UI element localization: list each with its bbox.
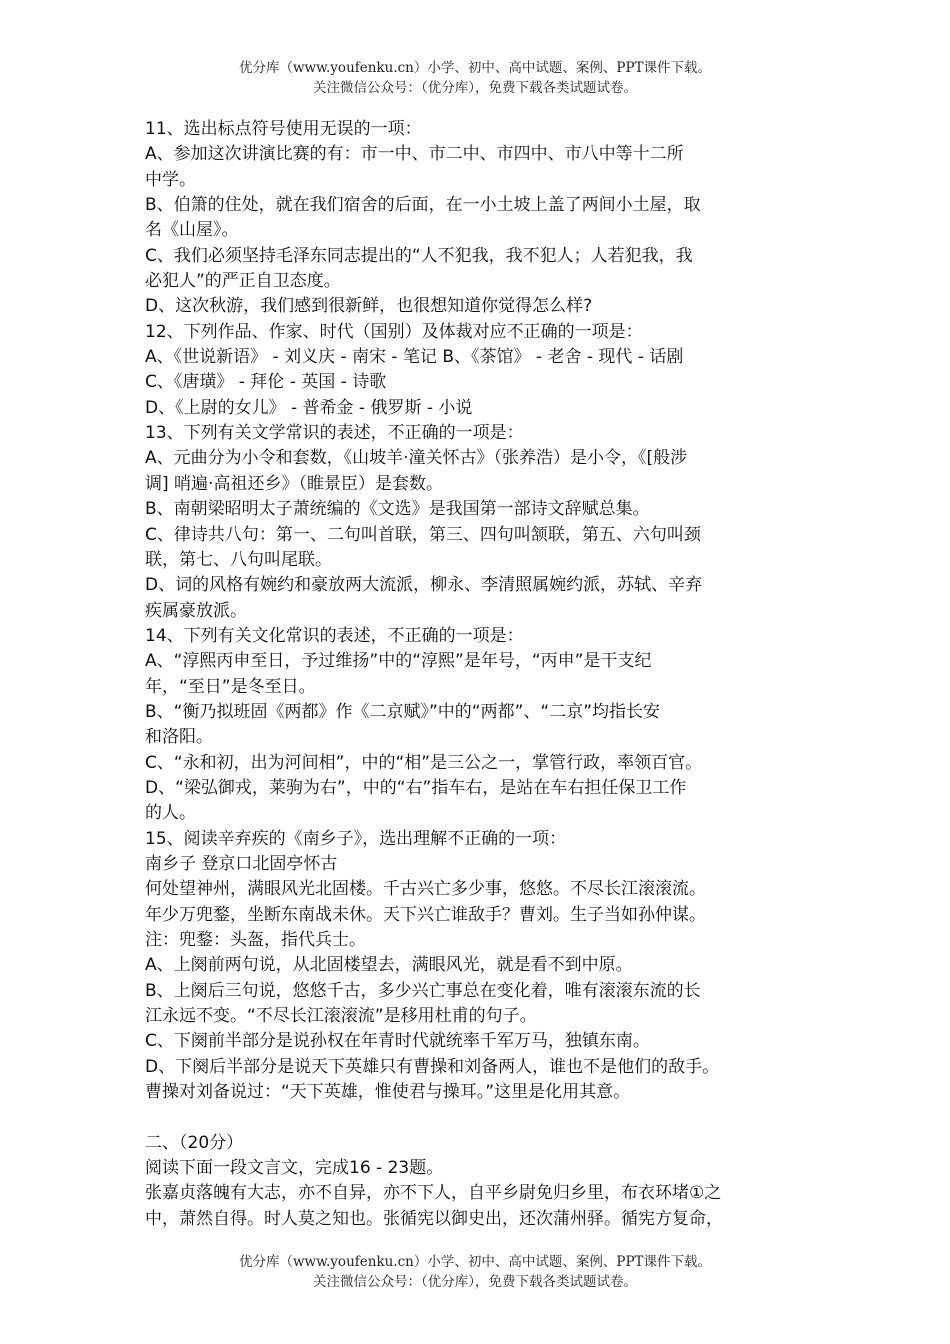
header-line-1: 优分库（www.youfenku.cn）小学、初中、高中试题、案例、PPT课件下载。 xyxy=(238,60,712,76)
text-line: 名《山屋》。 xyxy=(145,220,239,241)
text-line: 中学。 xyxy=(145,169,196,190)
text-line: B、上阕后三句说，悠悠千古，多少兴亡事总在变化着，唯有滚滚东流的长 xyxy=(145,980,701,1001)
page-footer xyxy=(0,1252,950,1292)
text-line: A、参加这次讲演比赛的有：市一中、市二中、市四中、市八中等十二所 xyxy=(145,144,684,165)
text-line: 张嘉贞落魄有大志，亦不自异，亦不下人，自平乡尉免归乡里，布衣环堵①之 xyxy=(145,1183,722,1204)
text-line: D、“梁弘御戎，莱驹为右”，中的“右”指车右，是站在车右担任保卫工作 xyxy=(145,777,687,798)
document-body xyxy=(145,117,815,1232)
text-line: 二、（20分） xyxy=(145,1132,244,1153)
text-line: B、“衡乃拟班固《两都》作《二京赋》”中的“两都”、“二京”均指长安 xyxy=(145,701,661,722)
text-line: 注：兜鍪：头盔，指代兵士。 xyxy=(145,930,366,950)
text-line: A、“淳熙丙申至日，予过维扬”中的“淳熙”是年号，“丙申”是干支纪 xyxy=(145,651,652,672)
text-line: 必犯人”的严正自卫态度。 xyxy=(145,271,341,292)
text-line: 15、阅读辛弃疾的《南乡子》，选出理解不正确的一项： xyxy=(145,828,567,849)
text-line: 年，“至日”是冬至日。 xyxy=(145,676,316,697)
text-line: C、我们必须坚持毛泽东同志提出的“人不犯我，我不犯人；人若犯我，我 xyxy=(145,245,693,266)
blank-line xyxy=(145,1105,815,1130)
text-line: 和洛阳。 xyxy=(145,727,213,748)
text-line: C、《唐璜》 - 拜伦 - 英国 - 诗歌 xyxy=(145,372,387,393)
text-line: A、上阕前两句说，从北固楼望去，满眼风光，就是看不到中原。 xyxy=(145,955,633,976)
text-line: 14、下列有关文化常识的表述，不正确的一项是： xyxy=(145,625,524,646)
text-line: C、律诗共八句：第一、二句叫首联，第三、四句叫颔联，第五、六句叫颈 xyxy=(145,524,701,545)
text-line: D、这次秋游，我们感到很新鲜，也很想知道你觉得怎么样? xyxy=(145,296,593,317)
footer-line-2: 关注微信公众号：（优分库），免费下载各类试题试卷。 xyxy=(313,1274,637,1290)
text-line: 阅读下面一段文言文，完成16 - 23题。 xyxy=(145,1158,444,1179)
text-line: 联，第七、八句叫尾联。 xyxy=(145,549,332,570)
text-line: 曹操对刘备说过：“天下英雄，惟使君与操耳。”这里是化用其意。 xyxy=(145,1082,631,1103)
text-line: 疾属豪放派。 xyxy=(145,600,247,621)
text-line: C、“永和初，出为河间相”，中的“相”是三公之一，掌管行政，率领百官。 xyxy=(145,752,703,773)
text-line: 中，萧然自得。时人莫之知也。张循宪以御史出，还次蒲州驿。循宪方复命， xyxy=(145,1208,723,1229)
text-line: 12、下列作品、作家、时代（国别）及体裁对应不正确的一项是： xyxy=(145,321,643,342)
text-line: D、《上尉的女儿》 - 普希金 - 俄罗斯 - 小说 xyxy=(145,397,473,418)
header-line-2: 关注微信公众号：（优分库），免费下载各类试题试卷。 xyxy=(313,80,637,96)
text-line: 调] 哨遍·高祖还乡》（睢景臣）是套数。 xyxy=(145,473,443,494)
text-line: 年少万兜鍪，坐断东南战未休。天下兴亡谁敌手？曹刘。生子当如孙仲谋。 xyxy=(145,904,706,925)
text-line: 13、下列有关文学常识的表述，不正确的一项是： xyxy=(145,423,524,444)
text-line: B、伯箫的住处，就在我们宿舍的后面，在一小土坡上盖了两间小土屋，取 xyxy=(145,195,701,216)
page-header xyxy=(0,58,950,98)
text-line: 的人。 xyxy=(145,803,196,824)
text-line: D、下阕后半部分是说天下英雄只有曹操和刘备两人，谁也不是他们的敌手。 xyxy=(145,1056,720,1077)
text-line: A、《世说新语》 - 刘义庆 - 南宋 - 笔记 B、《茶馆》 - 老舍 - 现代 - 话剧 xyxy=(145,347,684,368)
text-line: C、下阕前半部分是说孙权在年青时代就统率千军万马，独镇东南。 xyxy=(145,1031,650,1052)
text-line: A、元曲分为小令和套数，《山坡羊·潼关怀古》（张养浩）是小令，《[般涉 xyxy=(145,448,688,469)
text-line: D、词的风格有婉约和豪放两大流派，柳永、李清照属婉约派，苏轼、辛弃 xyxy=(145,575,703,596)
text-line: 江永远不变。“不尽长江滚滚流”是移用杜甫的句子。 xyxy=(145,1006,537,1027)
text-line: 11、选出标点符号使用无误的一项： xyxy=(145,119,422,139)
text-line: B、南朝梁昭明太子萧统编的《文选》是我国第一部诗文辞赋总集。 xyxy=(145,499,650,520)
text-line: 南乡子 登京口北固亭怀古 xyxy=(145,853,338,874)
text-line: 何处望神州，满眼风光北固楼。千古兴亡多少事，悠悠。不尽长江滚滚流。 xyxy=(145,879,706,900)
footer-line-1: 优分库（www.youfenku.cn）小学、初中、高中试题、案例、PPT课件下载。 xyxy=(238,1254,712,1270)
